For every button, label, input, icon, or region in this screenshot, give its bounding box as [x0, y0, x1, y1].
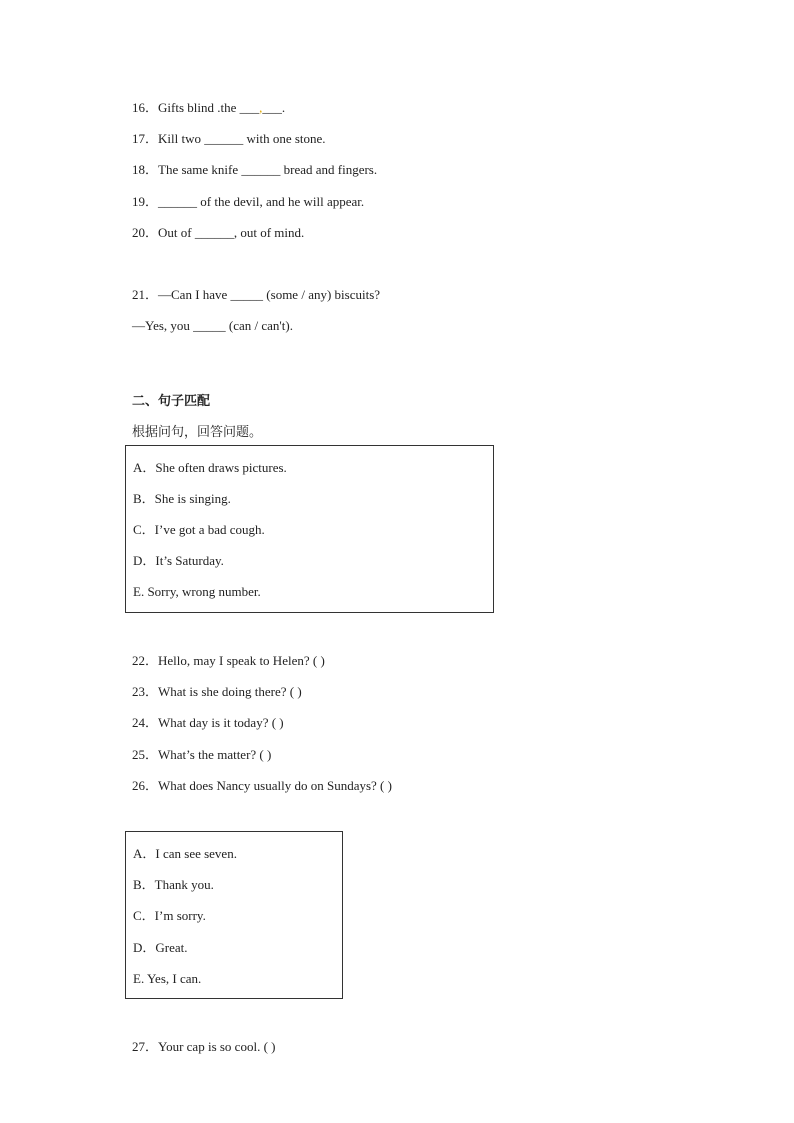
option-c: C．I’ve got a bad cough.	[133, 522, 265, 537]
question-16-tail: ___.	[262, 100, 286, 115]
options-box-1	[125, 445, 494, 613]
question-21-answer: —Yes, you _____ (can / can't).	[132, 318, 293, 333]
question-27: 27．Your cap is so cool. ( )	[132, 1039, 276, 1054]
option-a: A．I can see seven.	[133, 846, 237, 861]
question-21: 21．—Can I have _____ (some / any) biscuits?	[132, 287, 381, 302]
option-b: B．She is singing.	[133, 491, 231, 506]
question-24: 24．What day is it today? ( )	[132, 715, 284, 730]
yellow-mark: ,	[259, 100, 263, 115]
question-26: 26．What does Nancy usually do on Sundays? ( )	[132, 778, 392, 793]
question-18: 18．The same knife ______ bread and fingers.	[132, 162, 378, 177]
question-22: 22．Hello, may I speak to Helen? ( )	[132, 653, 325, 668]
option-d: D．Great.	[133, 940, 188, 955]
question-17: 17．Kill two ______ with one stone.	[132, 131, 326, 146]
question-16	[132, 100, 285, 116]
question-19: 19．______ of the devil, and he will appear.	[132, 194, 365, 209]
option-c: C．I’m sorry.	[133, 908, 206, 923]
option-b: B．Thank you.	[133, 877, 214, 892]
question-23: 23．What is she doing there? ( )	[132, 684, 302, 699]
option-e: E. Yes, I can.	[133, 971, 202, 986]
option-d: D．It’s Saturday.	[133, 553, 224, 568]
question-16-text: 16．Gifts blind .the ___	[132, 100, 260, 115]
option-e: E. Sorry, wrong number.	[133, 584, 261, 599]
question-20: 20．Out of ______, out of mind.	[132, 225, 305, 240]
option-a: A．She often draws pictures.	[133, 460, 287, 475]
section-heading: 二、句子匹配	[132, 394, 211, 409]
section-instruction: 根据问句，回答问题。	[132, 425, 263, 440]
question-25: 25．What’s the matter? ( )	[132, 747, 272, 762]
options-box-2	[125, 831, 343, 999]
